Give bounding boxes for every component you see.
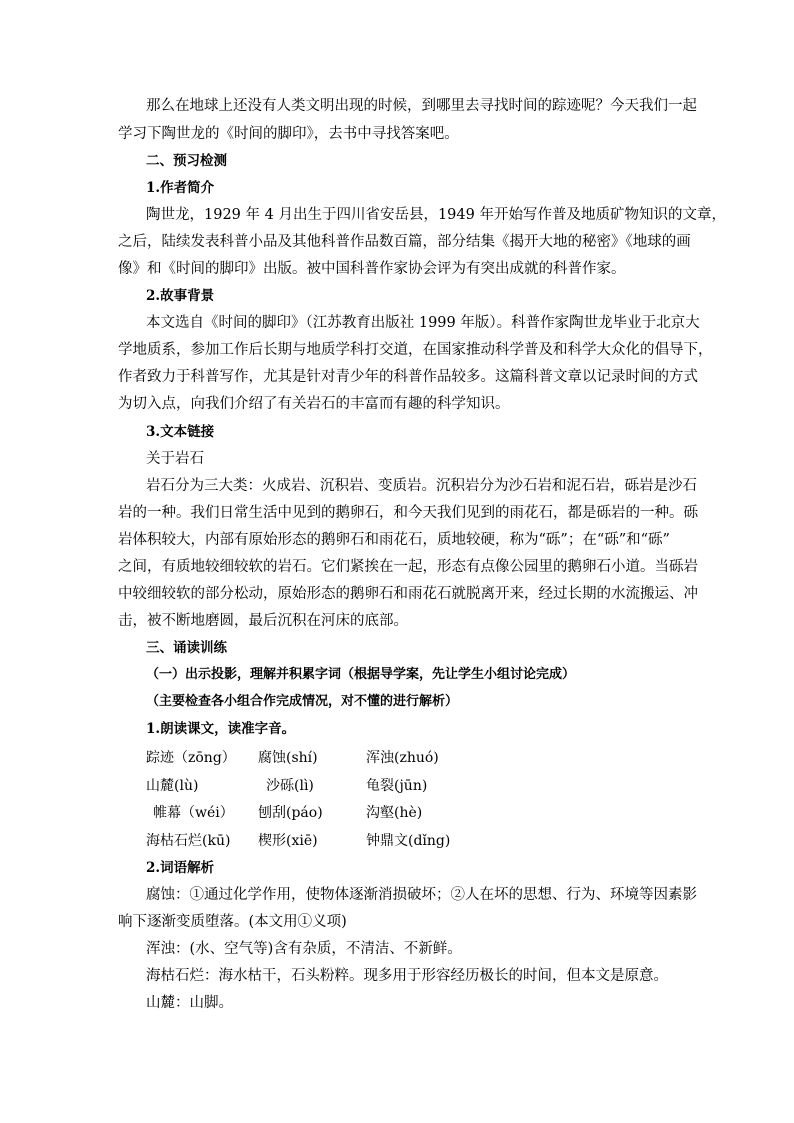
background-line-1: 本文选自《时间的脚印》（江苏教育出版社 1999 年版）。科普作家陶世龙毕业于北京大 (146, 315, 700, 331)
pinyin-item: 沟壑(hè) (366, 805, 423, 821)
vocab-line-3: 浑浊：(水、空气等)含有杂质，不清洁、不新鲜。 (146, 941, 462, 957)
pinyin-item: 龟裂(jūn) (366, 778, 428, 794)
link-line-1: 岩石分为三大类：火成岩、沉积岩、变质岩。沉积岩分为沙石岩和泥石岩，砾岩是沙石 (146, 478, 697, 494)
vocab-line-2: 响下逐渐变质堕落。(本文用①义项) (118, 914, 347, 930)
intro-line-2: 学习下陶世龙的《时间的脚印》，去书中寻找答案吧。 (118, 126, 459, 142)
vocab-line-1: 腐蚀：①通过化学作用，使物体逐渐消损破坏；②人在坏的思想、行为、环境等因素影 (146, 887, 697, 903)
link-line-3: 岩体积较大，内部有原始形态的鹅卵石和雨花石，质地较硬，称为“砾”；在“砾”和“砾” (118, 532, 670, 548)
pinyin-item: 山麓(lù) (146, 778, 199, 794)
pinyin-item: 帷幕（wéi） (153, 805, 234, 821)
background-heading: 2.故事背景 (146, 288, 215, 304)
link-heading: 3.文本链接 (146, 424, 215, 440)
author-heading: 1.作者简介 (146, 180, 215, 196)
author-line-2: 之后，陆续发表科普小品及其他科普作品数百篇，部分结集《揭开大地的秘密》《地球的画 (118, 234, 691, 250)
pinyin-item: 钟鼎文(dǐng) (366, 833, 451, 849)
intro-line-1: 那么在地球上还没有人类文明出现的时候，到哪里去寻找时间的踪迹呢？今天我们一起 (146, 98, 697, 114)
background-line-2: 学地质系，参加工作后长期与地质学科打交道，在国家推动科学普及和科学大众化的倡导下， (118, 342, 713, 358)
section-three-step-1: （一）出示投影，理解并积累字词（根据导学案，先让学生小组讨论完成） (146, 667, 576, 682)
vocab-heading: 2.词语解析 (146, 860, 215, 876)
section-three-step-1-note: （主要检查各小组合作完成情况，对不懂的进行解析） (146, 694, 459, 709)
pinyin-item: 浑浊(zhuó) (366, 750, 439, 766)
vocab-line-5: 山麓：山脚。 (146, 995, 233, 1011)
pinyin-item: 踪迹（zōng） (146, 750, 236, 766)
link-line-2: 岩的一种。我们日常生活中见到的鹅卵石，和今天我们见到的雨花石，都是砾岩的一种。砾 (118, 505, 698, 521)
author-line-1: 陶世龙，1929 年 4 月出生于四川省安岳县，1949 年开始写作普及地质矿物知识的文章， (146, 207, 726, 223)
pinyin-item: 海枯石烂(kū) (146, 833, 231, 849)
background-line-3: 作者致力于科普写作，尤其是针对青少年的科普作品较多。这篇科普文章以记录时间的方式 (118, 369, 698, 385)
link-line-6: 击，被不断地磨圆，最后沉积在河床的底部。 (118, 613, 408, 629)
link-line-4: 之间，有质地较细较软的岩石。它们紧挨在一起，形态有点像公园里的鹅卵石小道。当砾岩 (118, 559, 698, 575)
pinyin-item: 楔形(xiē) (258, 833, 318, 849)
pinyin-item: 腐蚀(shí) (258, 750, 318, 766)
link-subtitle: 关于岩石 (146, 451, 204, 467)
author-line-3: 像》和《时间的脚印》出版。被中国科普作家协会评为有突出成就的科普作家。 (118, 261, 626, 277)
section-two-title: 二、预习检测 (146, 153, 227, 169)
vocab-line-4: 海枯石烂：海水枯干，石头粉粹。现多用于形容经历极长的时间，但本文是原意。 (146, 968, 668, 984)
background-line-4: 为切入点，向我们介绍了有关岩石的丰富而有趣的科学知识。 (118, 396, 510, 412)
pinyin-item: 刨刮(páo) (258, 805, 323, 821)
link-line-5: 中较细较软的部分松动，原始形态的鹅卵石和雨花石就脱离开来，经过长期的水流搬运、冲 (118, 586, 698, 602)
section-three-title: 三、诵读训练 (146, 640, 227, 656)
pinyin-item: 沙砾(lì) (266, 778, 314, 794)
reading-heading: 1.朗读课文，读准字音。 (146, 721, 296, 737)
